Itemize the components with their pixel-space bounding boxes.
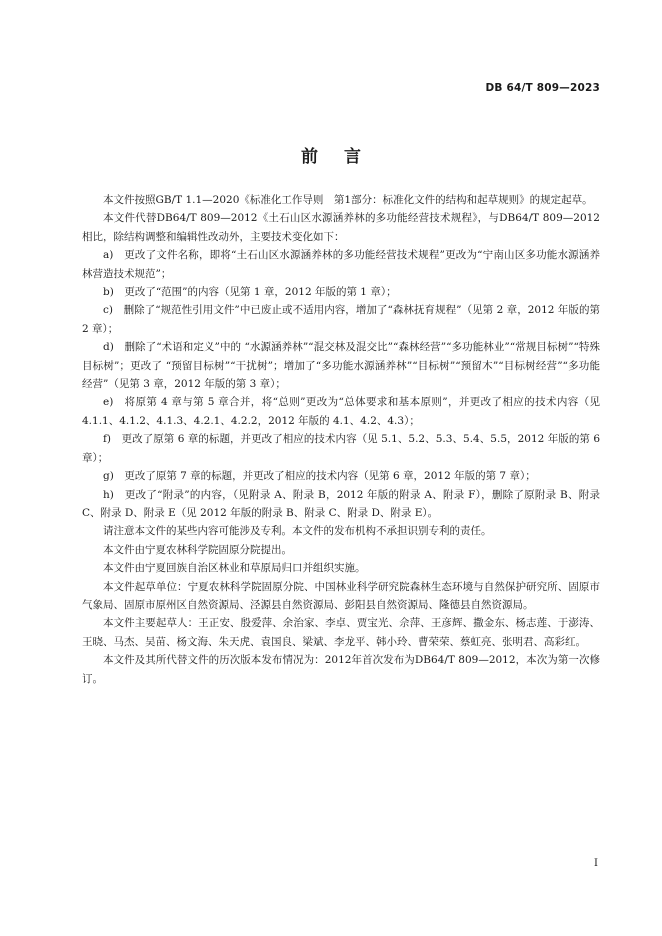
change-item-g: g) 更改了原第 7 章的标题，并更改了相应的技术内容（见第 6 章，2012 年版的第 7 章）； [103, 470, 536, 483]
paragraph-patent-notice: 请注意本文件的某些内容可能涉及专利。本文件的发布机构不承担识别专利的责任。 [103, 525, 492, 538]
change-item-e: e) 将原第 4 章与第 5 章合并，将“总则”更改为“总体要求和基本原则”，并更改了相应的技术内容（见 4.1.1、4.1.2、4.1.3、4.2.1、4.2.2，2012 年版的 4.1、4.2、4.3）； [82, 396, 600, 427]
page-title: 前言 [301, 147, 387, 167]
page-number: I [594, 858, 598, 869]
paragraph-drafting-basis: 本文件按照GB/T 1.1—2020《标准化工作导则 第1部分：标准化文件的结构和起草规则》的规定起草。 [103, 194, 593, 206]
document-body [82, 191, 600, 688]
change-item-c: c) 删除了“规范性引用文件”中已废止或不适用内容，增加了“森林抚育规程”（见第 2 章，2012 年版的第 2 章）； [82, 304, 600, 335]
paragraph-drafters: 本文件主要起草人：王正安、殷爱萍、余治家、李卓、贾宝光、佘萍、王彦辉、撒金东、杨志莲、于澎涛、王晓、马杰、吴苗、杨文海、朱天虎、袁国良、梁斌、李龙平、韩小玲、曹荣荣、蔡虹亮、张明君、高彩红。 [82, 617, 600, 648]
paragraph-version-history: 本文件及其所代替文件的历次版本发布情况为：2012年首次发布为DB64/T 809—2012，本次为第一次修订。 [82, 654, 600, 685]
change-item-a: a) 更改了文件名称，即将“土石山区水源涵养林的多功能经营技术规程”更改为“宁南山区多功能水源涵养林营造技术规范”； [82, 249, 600, 280]
document-code: DB 64/T 809—2023 [485, 82, 600, 94]
change-item-h: h) 更改了“附录”的内容，（见附录 A、附录 B，2012 年版的附录 A、附录 F），删除了原附录 B、附录 C、附录 D、附录 E（见 2012 年版的附录 B、附录 C、附录 D、附录 E）。 [82, 488, 600, 519]
change-item-d: d) 删除了“术语和定义”中的 “水源涵养林”“混交林及混交比”“森林经营”“多功能林业”“常规目标树”“特殊目标树”；更改了 “预留目标树”“干扰树”；增加了“多功能水源涵养林”“目标树”“预留木”“目标树经营”“多功能经营”（见第 3 章，2012 年版的第 3 章）； [82, 341, 600, 391]
paragraph-replacement-note: 本文件代替DB64/T 809—2012《土石山区水源涵养林的多功能经营技术规程》，与DB64/T 809—2012相比，除结构调整和编辑性改动外，主要技术变化如下： [82, 212, 600, 243]
change-item-b: b) 更改了“范围”的内容（见第 1 章，2012 年版的第 1 章）； [103, 286, 397, 299]
paragraph-administrator: 本文件由宁夏回族自治区林业和草原局归口并组织实施。 [103, 562, 366, 575]
change-item-f: f) 更改了原第 6 章的标题，并更改了相应的技术内容（见 5.1、5.2、5.3、5.4、5.5，2012 年版的第 6 章）； [82, 433, 600, 464]
paragraph-proposer: 本文件由宁夏农林科学院固原分院提出。 [103, 543, 292, 556]
paragraph-drafting-units: 本文件起草单位：宁夏农林科学院固原分院、中国林业科学研究院森林生态环境与自然保护研究所、固原市气象局、固原市原州区自然资源局、泾源县自然资源局、彭阳县自然资源局、隆德县自然资源局。 [82, 580, 600, 611]
